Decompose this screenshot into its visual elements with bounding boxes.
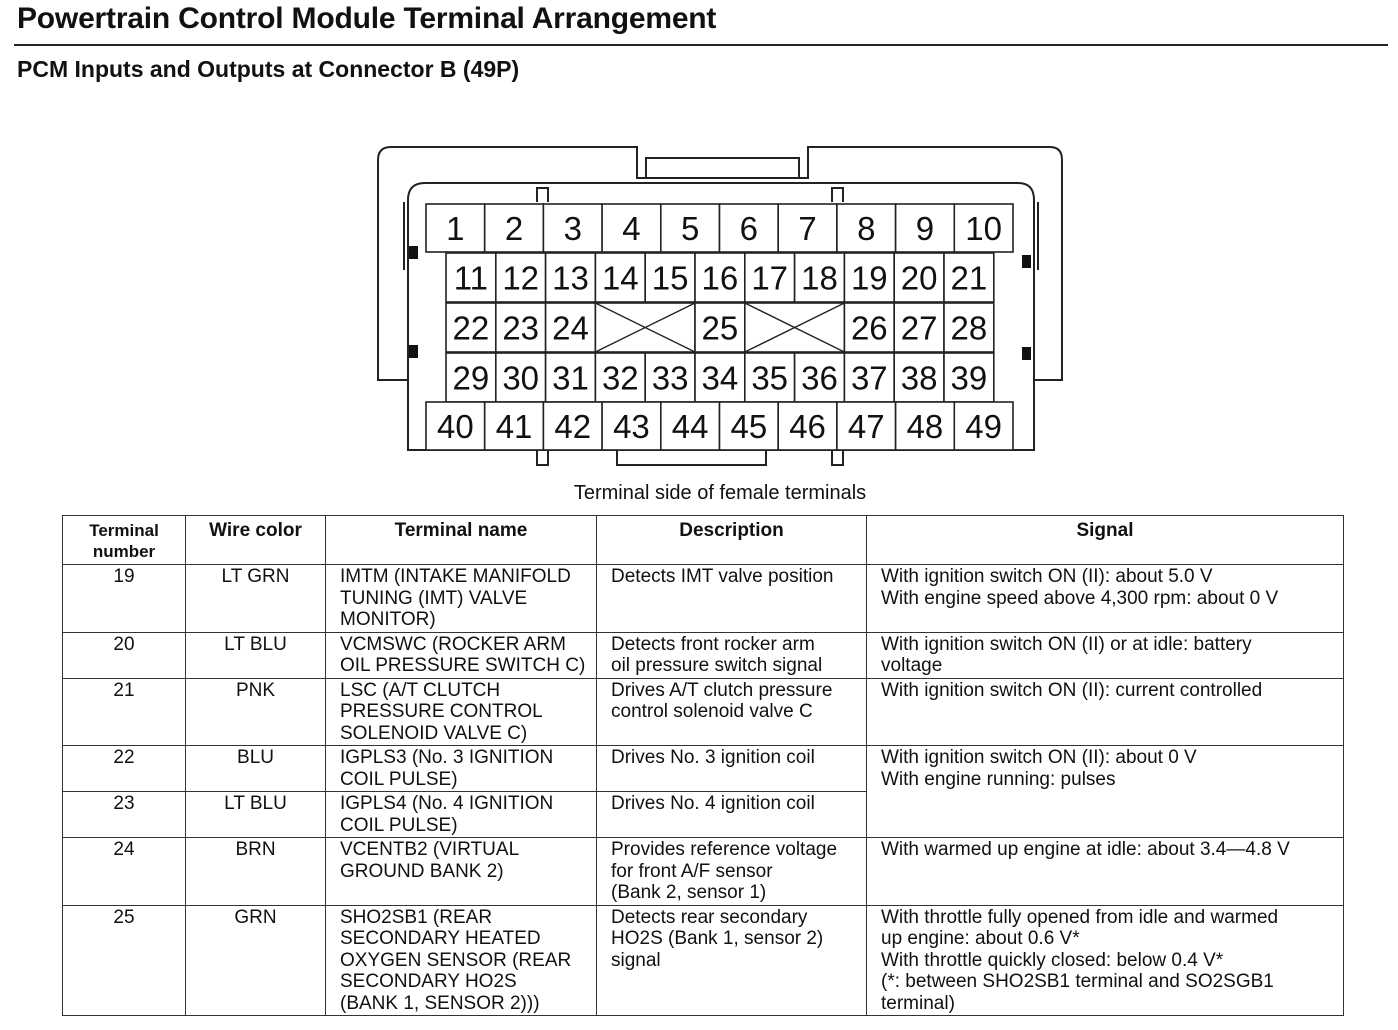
cell-line: SECONDARY HO2S (340, 971, 517, 992)
terminal-pin-label: 8 (857, 209, 876, 247)
terminal-pin-label: 34 (701, 359, 739, 397)
terminal-pin-label: 10 (965, 209, 1003, 247)
terminal-pin-label: 9 (915, 209, 935, 247)
terminal-pin-label: 14 (601, 259, 639, 297)
terminal-pin-5 (661, 204, 720, 252)
table-row (63, 905, 1344, 1016)
cell-line: terminal) (881, 992, 955, 1014)
terminal-pin-label: 31 (552, 359, 589, 397)
terminal-pin-23 (496, 303, 546, 352)
table-row (63, 632, 1344, 678)
connector-diagram (0, 0, 1398, 480)
terminal-pin-44 (661, 402, 720, 450)
terminal-pin-label: 49 (965, 407, 1003, 445)
terminal-pin-label: 45 (730, 407, 768, 445)
terminal-pin-22 (446, 303, 496, 352)
cell-line: With ignition switch ON (II): about 0 V (881, 747, 1197, 768)
terminal-pin-31 (546, 353, 596, 402)
description-cell (597, 678, 867, 746)
terminal-pin-label: 37 (850, 359, 888, 397)
cell-line: GROUND BANK 2) (340, 860, 504, 882)
terminal-pin-37 (844, 353, 894, 402)
description-cell (597, 905, 867, 1016)
terminal-pin-46 (778, 402, 837, 450)
terminal-pin-label: 26 (850, 309, 888, 347)
cell-line: LSC (A/T CLUTCH (340, 679, 501, 701)
cell-line: (Bank 2, sensor 1) (611, 882, 767, 903)
cell-line: Detects rear secondary (611, 906, 808, 928)
wire-color-cell: LT BLU (186, 792, 326, 838)
cell-line: With ignition switch ON (II): current controlled (881, 679, 1263, 701)
terminal-pin-label: 41 (495, 407, 533, 445)
terminal-table (62, 515, 1344, 1016)
cell-line: With throttle fully opened from idle and warmed (881, 906, 1279, 928)
terminal-pin-label: 29 (452, 359, 490, 397)
cell-line: voltage (881, 655, 943, 676)
terminal-pin-28 (944, 303, 994, 352)
terminal-pin-label: 32 (601, 359, 639, 397)
table-header-row (63, 516, 1344, 565)
table-row (63, 746, 1344, 792)
terminal-pin-32 (595, 353, 645, 402)
terminal-pin-47 (837, 402, 896, 450)
signal-cell (867, 632, 1344, 678)
terminal-pin-label: 19 (850, 259, 888, 297)
terminal-pin-label: 6 (739, 209, 759, 247)
blank-cavity (745, 303, 845, 352)
terminal-pin-14 (595, 253, 645, 302)
terminal-pin-label: 46 (789, 407, 826, 445)
terminal-pin-10 (954, 204, 1013, 252)
terminal-pin-27 (894, 303, 944, 352)
terminal-pin-label: 23 (502, 309, 540, 347)
terminal-pin-label: 12 (502, 259, 540, 297)
terminal-pin-21 (944, 253, 994, 302)
terminal-name-cell (326, 905, 597, 1016)
terminal-pin-2 (485, 204, 544, 252)
terminal-pin-4 (602, 204, 661, 252)
terminal-pin-label: 17 (751, 259, 789, 297)
terminal-name-cell (326, 565, 597, 633)
terminal-pin-label: 44 (671, 407, 709, 445)
terminal-number-cell: 22 (63, 746, 186, 792)
cell-line: control solenoid valve C (611, 701, 813, 722)
terminal-pin-label: 33 (651, 359, 689, 397)
terminal-number-cell: 20 (63, 632, 186, 678)
blank-cavity (595, 303, 695, 352)
terminal-pin-38 (894, 353, 944, 402)
cell-line: Detects IMT valve position (611, 566, 834, 587)
cell-line: With throttle quickly closed: below 0.4 V* (881, 949, 1224, 971)
wire-color-cell: LT BLU (186, 632, 326, 678)
terminal-pin-30 (496, 353, 546, 402)
signal-cell (867, 746, 1344, 838)
cell-line: oil pressure switch signal (611, 655, 823, 676)
terminal-pin-label: 36 (801, 359, 838, 397)
cell-line: COIL PULSE) (340, 768, 458, 790)
terminal-pin-35 (745, 353, 795, 402)
terminal-pin-34 (695, 353, 745, 402)
cell-line: IGPLS3 (No. 3 IGNITION (340, 747, 554, 768)
terminal-pin-42 (543, 402, 602, 450)
terminal-pin-13 (546, 253, 596, 302)
cell-line: IGPLS4 (No. 4 IGNITION (340, 793, 554, 814)
cell-line: (BANK 1, SENSOR 2))) (340, 992, 540, 1014)
cell-line: up engine: about 0.6 V* (881, 928, 1080, 949)
terminal-pin-label: 7 (798, 209, 817, 247)
cell-line: OXYGEN SENSOR (REAR (340, 949, 572, 971)
terminal-pin-9 (896, 204, 955, 252)
terminal-pin-19 (844, 253, 894, 302)
description-cell (597, 632, 867, 678)
terminal-pin-label: 25 (701, 309, 739, 347)
cell-line: Drives No. 4 ignition coil (611, 793, 815, 814)
cell-line: Drives No. 3 ignition coil (611, 747, 815, 768)
terminal-pin-25 (695, 303, 745, 352)
terminal-pin-label: 27 (900, 309, 938, 347)
cell-line: PRESSURE CONTROL (340, 701, 543, 722)
terminal-pin-18 (795, 253, 845, 302)
table-row (63, 678, 1344, 746)
terminal-pin-49 (954, 402, 1013, 450)
terminal-number-cell: 19 (63, 565, 186, 633)
terminal-name-cell (326, 746, 597, 792)
terminal-pin-43 (602, 402, 661, 450)
terminal-pin-29 (446, 353, 496, 402)
cell-line: With ignition switch ON (II) or at idle: battery (881, 633, 1252, 655)
page-subtitle: PCM Inputs and Outputs at Connector B (49P) (17, 56, 520, 82)
wire-color-cell: GRN (186, 905, 326, 1016)
terminal-pin-label: 40 (436, 407, 474, 445)
diagram-caption: Terminal side of female terminals (573, 482, 867, 504)
terminal-pin-48 (896, 402, 955, 450)
terminal-pin-label: 2 (504, 209, 524, 247)
terminal-pin-label: 18 (801, 259, 838, 297)
cell-line: Provides reference voltage (611, 839, 838, 860)
terminal-pin-24 (546, 303, 596, 352)
description-cell (597, 838, 867, 906)
terminal-number-cell: 21 (63, 678, 186, 746)
wire-color-cell: BRN (186, 838, 326, 906)
terminal-pin-33 (645, 353, 695, 402)
cell-line: signal (611, 949, 661, 971)
cell-line: SECONDARY HEATED (340, 928, 541, 949)
cell-line: With engine running: pulses (881, 768, 1116, 790)
header-signal: Signal (867, 516, 1344, 565)
terminal-pin-40 (426, 402, 485, 450)
terminal-pin-label: 48 (906, 407, 944, 445)
terminal-pin-label: 3 (563, 209, 582, 247)
cell-line: OIL PRESSURE SWITCH C) (340, 655, 586, 676)
terminal-pin-label: 22 (452, 309, 490, 347)
cell-line: COIL PULSE) (340, 814, 458, 836)
signal-cell (867, 678, 1344, 746)
terminal-pin-label: 21 (950, 259, 988, 297)
terminal-pin-label: 47 (847, 407, 885, 445)
description-cell (597, 565, 867, 633)
terminal-pin-label: 15 (651, 259, 689, 297)
cell-line: (*: between SHO2SB1 terminal and SO2SGB1 (881, 971, 1274, 992)
page-title: Powertrain Control Module Terminal Arrangement (17, 2, 717, 35)
cell-line: MONITOR) (340, 609, 436, 630)
wire-color-cell: LT GRN (186, 565, 326, 633)
terminal-pin-label: 20 (900, 259, 938, 297)
table-row (63, 838, 1344, 906)
terminal-name-cell (326, 838, 597, 906)
signal-cell (867, 565, 1344, 633)
terminal-pin-16 (695, 253, 745, 302)
terminal-pin-label: 42 (554, 407, 592, 445)
terminal-pin-15 (645, 253, 695, 302)
terminal-pin-label: 35 (751, 359, 789, 397)
terminal-pin-6 (720, 204, 779, 252)
terminal-number-cell: 24 (63, 838, 186, 906)
terminal-pin-label: 28 (950, 309, 988, 347)
terminal-pin-3 (543, 204, 602, 252)
terminal-pin-label: 38 (900, 359, 938, 397)
terminal-number-cell: 25 (63, 905, 186, 1016)
terminal-pin-26 (844, 303, 894, 352)
cell-line: TUNING (IMT) VALVE (340, 587, 528, 609)
cell-line: HO2S (Bank 1, sensor 2) (611, 928, 824, 949)
terminal-pin-8 (837, 204, 896, 252)
table-row (63, 565, 1344, 633)
terminal-pin-label: 39 (950, 359, 988, 397)
terminal-pin-label: 30 (502, 359, 540, 397)
header-description: Description (597, 516, 867, 565)
terminal-pin-20 (894, 253, 944, 302)
cell-line: With engine speed above 4,300 rpm: about 0 V (881, 587, 1279, 609)
wire-color-cell: BLU (186, 746, 326, 792)
terminal-pin-36 (795, 353, 845, 402)
terminal-name-cell (326, 632, 597, 678)
cell-line: IMTM (INTAKE MANIFOLD (340, 566, 571, 587)
cell-line: Drives A/T clutch pressure (611, 679, 833, 701)
terminal-name-cell (326, 792, 597, 838)
terminal-name-cell (326, 678, 597, 746)
terminal-pin-11 (446, 253, 496, 302)
terminal-pin-39 (944, 353, 994, 402)
cell-line: for front A/F sensor (611, 860, 773, 882)
description-cell (597, 746, 867, 792)
cell-line: SOLENOID VALVE C) (340, 722, 528, 744)
cell-line: VCENTB2 (VIRTUAL (340, 839, 520, 860)
terminal-pin-45 (720, 402, 779, 450)
terminal-number-cell: 23 (63, 792, 186, 838)
wire-color-cell: PNK (186, 678, 326, 746)
cell-line: SHO2SB1 (REAR (340, 906, 493, 928)
signal-cell (867, 838, 1344, 906)
terminal-pin-label: 1 (446, 209, 465, 247)
terminal-pin-label: 5 (680, 209, 700, 247)
cell-line: VCMSWC (ROCKER ARM (340, 633, 566, 655)
signal-cell (867, 905, 1344, 1016)
header-wire-color: Wire color (186, 516, 326, 565)
description-cell (597, 792, 867, 838)
table-body (63, 565, 1344, 1016)
cell-line: Detects front rocker arm (611, 633, 815, 655)
terminal-pin-label: 4 (622, 209, 641, 247)
terminal-pin-12 (496, 253, 546, 302)
terminal-pin-7 (778, 204, 837, 252)
terminal-pin-label: 11 (453, 259, 489, 297)
terminal-pin-17 (745, 253, 795, 302)
header-terminal-number: Terminal number (63, 516, 186, 565)
cell-line: With warmed up engine at idle: about 3.4—4.8 V (881, 839, 1290, 860)
terminal-pin-1 (426, 204, 485, 252)
terminal-pin-label: 16 (701, 259, 739, 297)
terminal-pin-label: 24 (552, 309, 589, 347)
header-terminal-name: Terminal name (326, 516, 597, 565)
terminal-pin-label: 13 (552, 259, 589, 297)
terminal-grid (426, 204, 1013, 450)
terminal-pin-label: 43 (613, 407, 650, 445)
terminal-pin-41 (485, 402, 544, 450)
cell-line: With ignition switch ON (II): about 5.0 V (881, 566, 1213, 587)
